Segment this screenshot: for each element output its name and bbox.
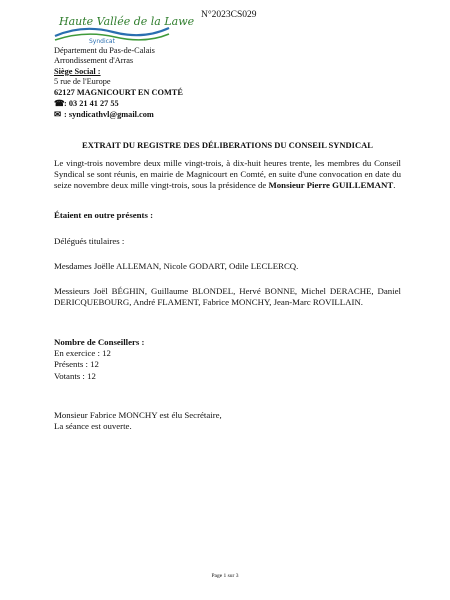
intro-end: . — [393, 180, 396, 191]
syndicat-logo — [53, 10, 195, 45]
document-title: EXTRAIT DU REGISTRE DES DÉLIBERATIONS DU CONSEIL SYNDICAL — [82, 140, 373, 150]
mesdames-list: Mesdames Joëlle ALLEMAN, Nicole GODART, Odile LECLERCQ. — [54, 261, 299, 271]
closing-block — [54, 410, 401, 432]
email-line — [54, 109, 414, 120]
intro-paragraph — [54, 158, 401, 192]
logo-subtext: Syndicat — [89, 38, 115, 45]
address-line-2: 62127 MAGNICOURT EN COMTÉ — [54, 87, 183, 97]
phone-number: : 03 21 41 27 55 — [64, 99, 119, 109]
messieurs-list: Messieurs Joël BÉGHIN, Guillaume BLONDEL, Hervé BONNE, Michel DERACHE, Daniel DERICQUEBOURG, André FLAMENT, Fabrice MONCHY, Jean-Marc ROVILLAIN. — [54, 286, 401, 308]
arrondissement-line: Arrondissement d'Arras — [54, 56, 134, 66]
counts-heading: Nombre de Conseillers : — [54, 337, 145, 347]
count-votants: Votants : 12 — [54, 370, 96, 381]
document-reference: N°2023CS029 — [201, 10, 257, 20]
phone-line — [54, 98, 414, 109]
count-presents: Présents : 12 — [54, 359, 99, 370]
logo-text: Haute Vallée de la Lawe — [59, 15, 195, 28]
email-icon: ✉ — [54, 109, 62, 120]
address-line-1: 5 rue de l'Europe — [54, 77, 111, 87]
president-name: Monsieur Pierre GUILLEMANT — [268, 180, 394, 191]
presents-heading: Étaient en outre présents : — [54, 210, 154, 220]
counts-block — [54, 337, 401, 382]
department-line: Département du Pas-de-Calais — [54, 46, 155, 55]
letterhead — [54, 46, 414, 121]
intro-text: Le vingt-trois novembre deux mille vingt-trois, à dix-huit heures trente, les membres du Conseil Syndical se sont réunis, en mairie de Magnicourt en Comté, en suite d'une convocation en date du seize novembre deux mille vingt-trois, sous la présidence de — [54, 158, 401, 191]
secretary-line: Monsieur Fabrice MONCHY est élu Secrétaire, — [54, 410, 222, 420]
page-number: Page 1 sur 3 — [211, 573, 239, 579]
siege-label: Siège Social : — [54, 66, 101, 76]
phone-icon: ☎ — [54, 98, 65, 109]
count-exercice: En exercice : 12 — [54, 348, 111, 359]
email-address: : syndicathvl@gmail.com — [64, 110, 154, 120]
delegates-label: Délégués titulaires : — [54, 236, 125, 246]
seance-line: La séance est ouverte. — [54, 421, 132, 432]
